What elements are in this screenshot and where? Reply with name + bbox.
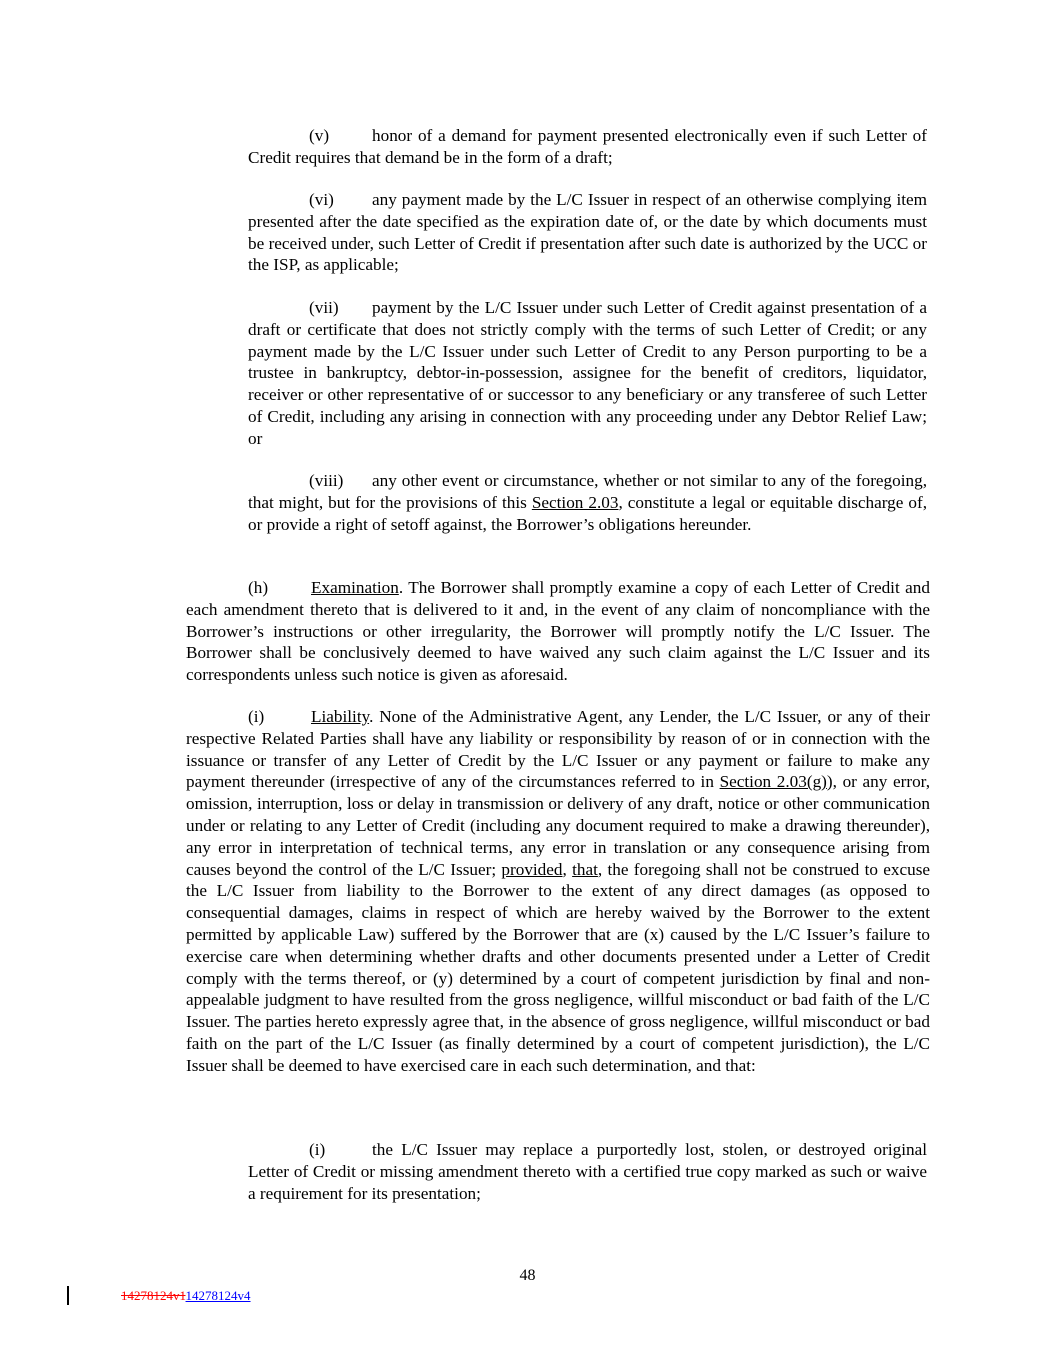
section-reference-link[interactable]: Section 2.03: [531, 492, 619, 512]
clause-g-vii: [248, 297, 927, 450]
section-text: , the foregoing shall not be construed to excuse the L/C Issuer from liability to the Borrower to the extent of any direct damages (as opposed to consequential damages, claims in respect of which are hereby waived by the Borrower to the extent permitted by applicable Law) suffered by the Borrower that are (x) caused by the L/C Issuer’s failure to exercise care when determining whether drafts and other documents presented under a Letter of Credit comply with the terms thereof, or (y) determined by a court of competent jurisdiction by final and non-appealable judgment to have resulted from the gross negligence, willful misconduct or bad faith of the L/C Issuer. The parties hereto expressly agree that, in the absence of gross negligence, willful misconduct or bad faith on the part of the L/C Issuer (as finally determined by a court of competent jurisdiction), the L/C Issuer shall be deemed to have exercised care in each such determination, and that:: [186, 859, 931, 1075]
clause-number: (v): [309, 126, 330, 145]
section-number: (h): [248, 578, 269, 597]
section-reference-link[interactable]: Section 2.03(g): [719, 772, 827, 792]
section-heading: Liability: [311, 707, 370, 726]
proviso-term: that: [572, 859, 598, 879]
proviso-separator: ,: [562, 859, 573, 879]
clause-g-vi: [248, 189, 927, 276]
section-number: (i): [248, 707, 265, 726]
clause-text: any other event or circumstance, whether or not similar to any of the foregoing, that might, but for the provisions of this: [248, 471, 927, 512]
section-h-examination: [186, 577, 930, 686]
document-id: [121, 1288, 251, 1303]
section-text: . None of the Administrative Agent, any Lender, the L/C Issuer, or any of their respective Related Parties shall have any liability or responsibility by reason of or in connection with the issuance or transfer of any Letter of Credit by the L/C Issuer or any payment or failure to make any payment thereunder (irrespective of any of the circumstances referred to in: [186, 707, 930, 792]
document-id-deleted: 14278124v1: [121, 1288, 186, 1303]
clause-number: (viii): [309, 471, 344, 490]
clause-text: honor of a demand for payment presented electronically even if such Letter of Credit requires that demand be in the form of a draft;: [248, 126, 927, 167]
section-i-liability: [186, 706, 930, 1077]
clause-text: any payment made by the L/C Issuer in respect of an otherwise complying item presented after the date specified as the expiration date of, or the date by which documents must be received under, such Letter of Credit if presentation after such date is authorized by the UCC or the ISP, as applicable;: [248, 190, 927, 275]
page-number: 48: [519, 1267, 536, 1284]
clause-i-i: [248, 1139, 927, 1204]
clause-text: the L/C Issuer may replace a purportedly lost, stolen, or destroyed original Letter of Credit or missing amendment thereto with a certified true copy marked as such or waive a requirement for its presentation;: [248, 1140, 927, 1203]
document-id-inserted: 14278124v4: [185, 1288, 251, 1303]
clause-text: payment by the L/C Issuer under such Letter of Credit against presentation of a draft or certificate that does not strictly comply with the terms of such Letter of Credit; or any payment made by the L/C Issuer under such Letter of Credit to any Person purporting to be a trustee in bankruptcy, debtor-in-possession, assignee for the benefit of creditors, liquidator, receiver or other representative of or successor to any beneficiary or any transferee of such Letter of Credit, including any arising in connection with any proceeding under any Debtor Relief Law; or: [248, 298, 927, 448]
proviso-term: provided: [501, 859, 563, 879]
section-text: . The Borrower shall promptly examine a copy of each Letter of Credit and each amendment thereto that is delivered to it and, in the event of any claim of noncompliance with the Borrower’s instructions or other irregularity, the Borrower will promptly notify the L/C Issuer. The Borrower shall be conclusively deemed to have waived any such claim against the L/C Issuer and its correspondents unless such notice is given as aforesaid.: [186, 578, 930, 685]
clause-g-viii: [248, 470, 927, 535]
section-text: ), or any error, omission, interruption, loss or delay in transmission or delivery of any draft, notice or other communication under or relating to any Letter of Credit (including any document required to make a drawing thereunder), any error in interpretation of technical terms, any error in translation or any consequence arising from causes beyond the control of the L/C Issuer;: [186, 772, 930, 879]
clause-number: (vii): [309, 298, 339, 317]
clause-number: (vi): [309, 190, 334, 209]
section-heading: Examination: [311, 578, 399, 597]
clause-number: (i): [309, 1140, 326, 1159]
clause-g-v: [248, 125, 927, 169]
revision-change-bar: [67, 1286, 69, 1305]
clause-text: , constitute a legal or equitable discharge of, or provide a right of setoff against, the Borrower’s obligations hereunder.: [248, 492, 927, 534]
